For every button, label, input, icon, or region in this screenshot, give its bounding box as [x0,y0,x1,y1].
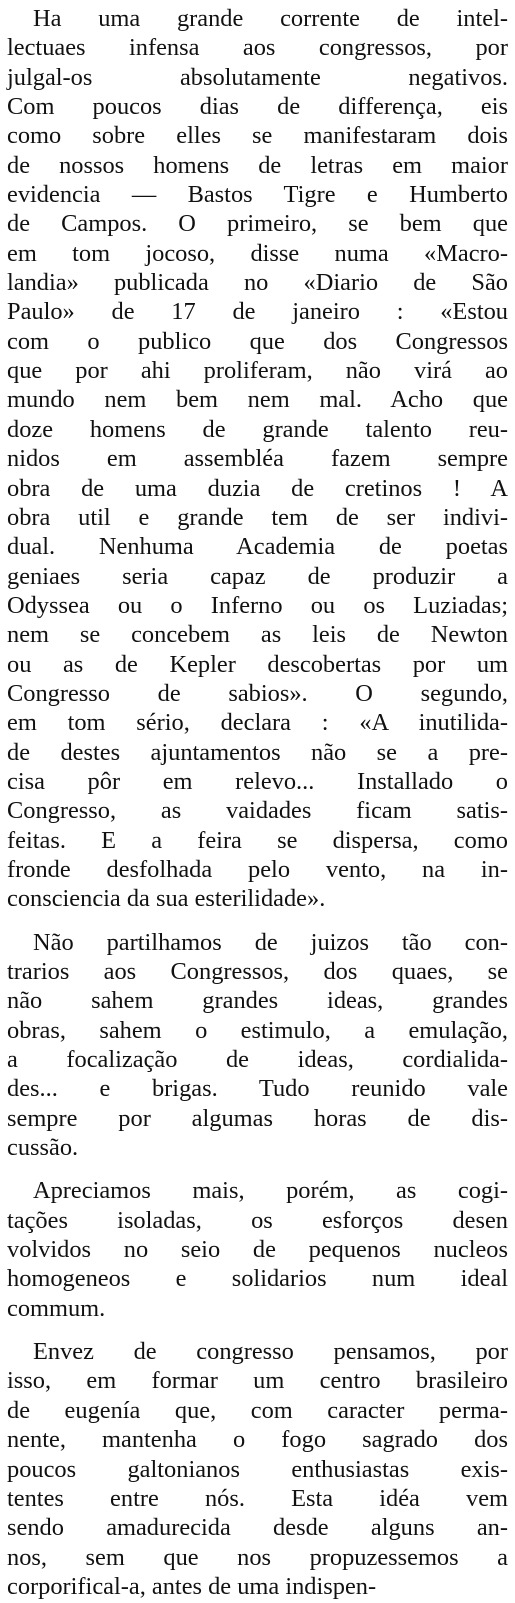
text-line: feitas. E a feira se dispersa, como [7,826,508,854]
text-line: Ha uma grande corrente de intel- [33,5,508,32]
text-line: sempre por algumas horas de dis- [7,1104,508,1132]
text-line: tações isoladas, os esforços desen [7,1206,508,1234]
text-line: doze homens de grande talento reu- [7,415,508,443]
text-line: obra util e grande tem de ser indivi- [7,503,508,531]
text-line: sendo amadurecida desde alguns an- [7,1514,508,1542]
article-paragraph [7,928,508,1163]
text-line: Com poucos dias de differença, eis [7,93,508,121]
text-line: geniaes seria capaz de produzir a [7,562,508,590]
text-line: Congresso, as vaidades ficam satis- [7,797,508,825]
text-line: de destes ajuntamentos não se a pre- [7,738,508,766]
text-line: em tom jocoso, disse numa «Macro- [7,239,508,267]
text-line: fronde desfolhada pelo vento, na in- [7,855,508,883]
text-line: Apreciamos mais, porém, as cogi- [33,1177,508,1205]
text-line: homogeneos e solidarios num ideal [7,1265,508,1293]
text-line: trarios aos Congressos, dos quaes, se [7,958,508,985]
text-line: dual. Nenhuma Academia de poetas [7,533,508,561]
article-column [7,4,508,1601]
text-line: nos, sem que nos propuzessemos a [7,1543,508,1571]
article-paragraph [7,4,508,914]
text-line: nidos em assembléa fazem sempre [7,445,508,473]
article-paragraph [7,1176,508,1323]
text-line: Envez de congresso pensamos, por [33,1338,508,1366]
text-line: Congresso de sabios». O segundo, [7,679,508,707]
text-line: a focalização de ideas, cordialida- [7,1046,508,1074]
text-line: landia» publicada no «Diario de São [7,269,508,297]
text-line: cisa pôr em relevo... Installado o [7,767,508,795]
text-line: corporifical-a, antes de uma indispen- [7,1572,377,1600]
text-line: isso, em formar um centro brasileiro [7,1367,508,1395]
text-line: commum. [7,1294,106,1322]
text-line: nem se concebem as leis de Newton [7,621,508,649]
text-line: lectuaes infensa aos congressos, por [7,34,508,62]
article-paragraph [7,1337,508,1601]
text-line: Paulo» de 17 de janeiro : «Estou [7,298,508,326]
text-line: poucos galtonianos enthusiastas exis- [7,1455,508,1483]
text-line: cussão. [7,1134,79,1162]
text-line: que por ahi proliferam, não virá ao [7,357,508,385]
text-line: mundo nem bem nem mal. Acho que [7,386,508,414]
text-line: ou as de Kepler descobertas por um [7,650,508,678]
text-line: tentes entre nós. Esta idéa vem [7,1484,508,1512]
text-line: des... e brigas. Tudo reunido vale [7,1075,508,1103]
text-line: de Campos. O primeiro, se bem que [7,210,508,238]
text-line: volvidos no seio de pequenos nucleos [7,1236,508,1264]
text-line: Odyssea ou o Inferno ou os Luziadas; [7,591,508,619]
text-line: com o publico que dos Congressos [7,327,508,355]
text-line: nente, mantenha o fogo sagrado dos [7,1426,508,1454]
text-line: de eugenía que, com caracter perma- [7,1396,508,1424]
text-line: em tom sério, declara : «A inutilida- [7,709,508,737]
text-line: julgal-os absolutamente negativos. [7,63,508,91]
text-line: como sobre elles se manifestaram dois [7,122,508,150]
text-line: consciencia da sua esterilidade». [7,885,326,913]
text-line: obras, sahem o estimulo, a emulação, [7,1016,508,1044]
text-line: Não partilhamos de juizos tão con- [33,928,508,956]
text-line: não sahem grandes ideas, grandes [7,987,508,1015]
text-line: de nossos homens de letras em maior [7,151,508,179]
text-line: obra de uma duzia de cretinos ! A [7,474,508,502]
text-line: evidencia — Bastos Tigre e Humberto [7,181,508,209]
